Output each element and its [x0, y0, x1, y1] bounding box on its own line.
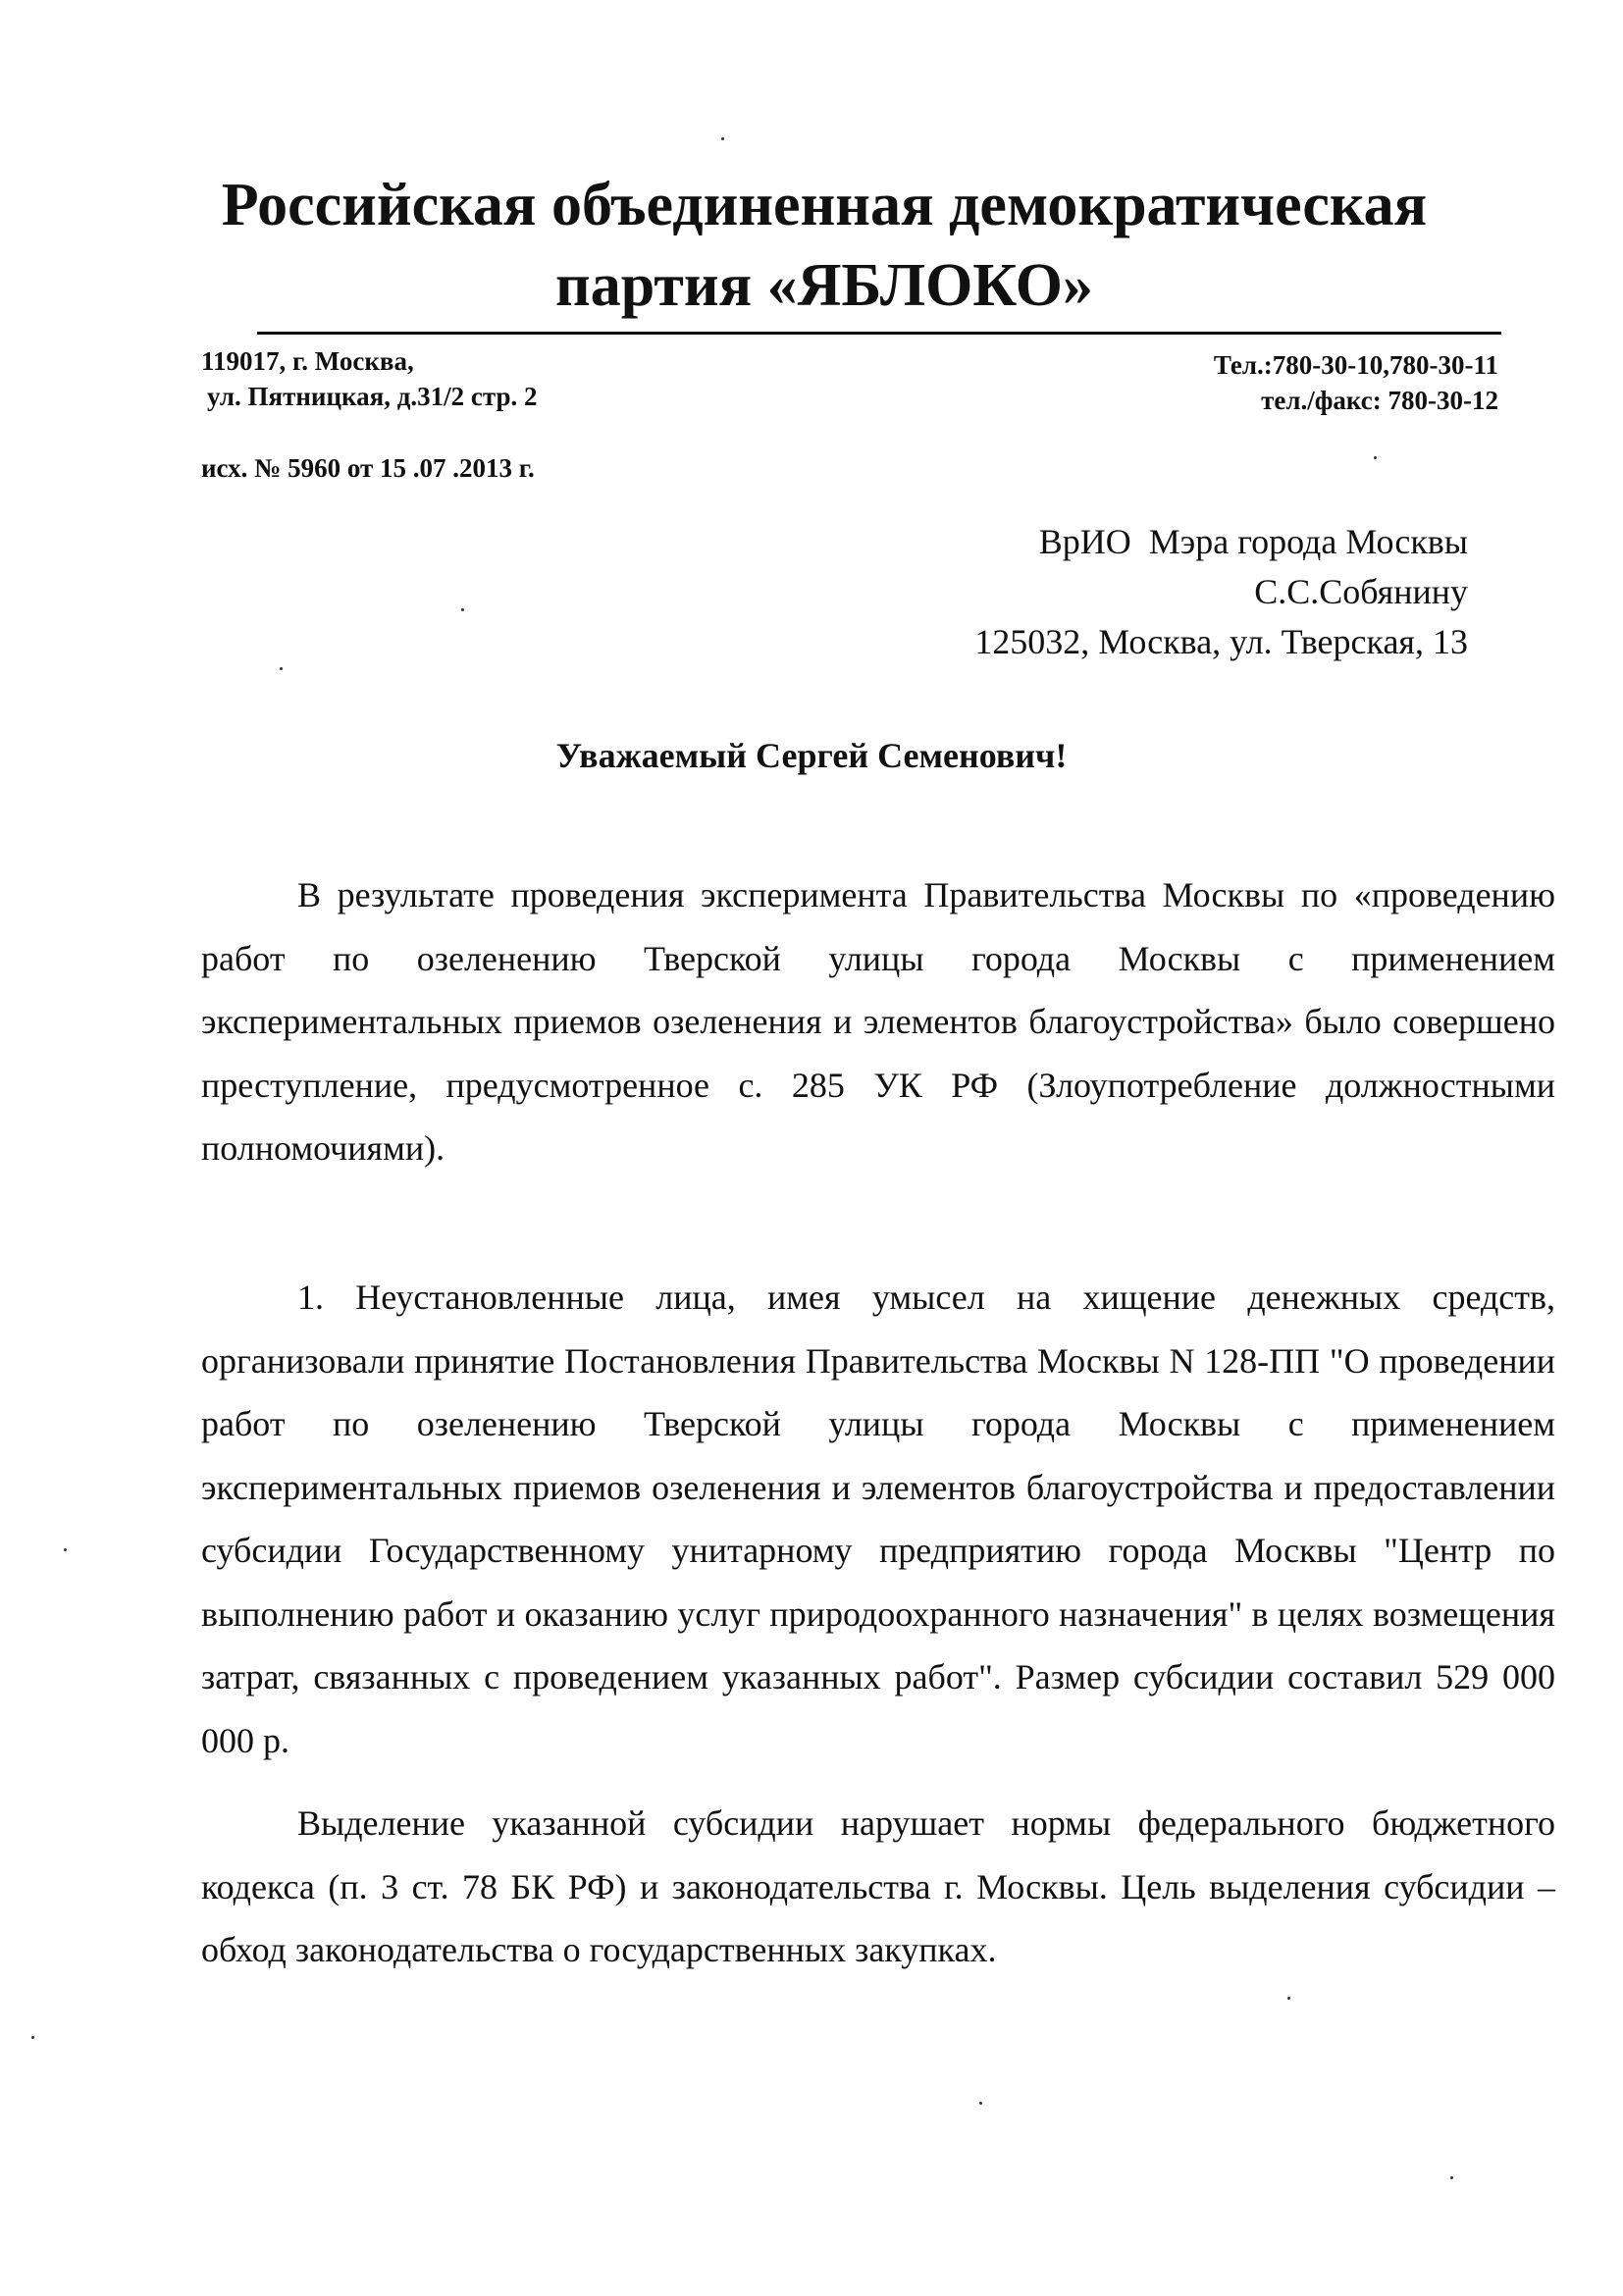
- body-paragraph-1: В результате проведения эксперимента Правительства Москвы по «проведению работ по озеленению Тверской улицы города Москвы с применением экспериментальных приемов озеленения и элементов благоустройства» было совершено преступление, предусмотренное с. 285 УК РФ (Злоупотребление должностными полномочиями).: [201, 875, 1555, 1168]
- scan-speck: [1287, 1997, 1290, 2000]
- sender-contacts: [1214, 347, 1498, 418]
- body-paragraph-2: 1. Неустановленные лица, имея умысел на хищение денежных средств, организовали принятие Постановления Правительства Москвы N 128-ПП "О проведении работ по озеленению Тверской улицы города Москвы с применением экспериментальных приемов озеленения и элементов благоустройства и предоставлении субсидии Государственному унитарному предприятию города Москвы "Центр по выполнению работ и оказанию услуг природоохранного назначения" в целях возмещения затрат, связанных с проведением указанных работ". Размер субсидии составил 529 000 000 р.: [201, 1278, 1555, 1760]
- salutation: Уважаемый Сергей Семенович!: [555, 736, 1068, 775]
- scan-speck: [461, 608, 464, 611]
- letterhead-title: [147, 165, 1501, 326]
- recipient-block: [974, 517, 1468, 667]
- scan-speck: [64, 1548, 67, 1551]
- scan-speck: [1374, 456, 1377, 459]
- party-name-line-1: Российская объединенная демократическая: [221, 172, 1428, 238]
- scan-speck: [280, 667, 283, 670]
- recipient-name: С.С.Собянину: [1254, 572, 1468, 611]
- scan-speck: [721, 137, 724, 140]
- sender-address: [201, 343, 538, 414]
- recipient-address: 125032, Москва, ул. Тверская, 13: [974, 622, 1468, 661]
- letterhead-divider: [257, 332, 1501, 335]
- sender-address-line-2: ул. Пятницкая, д.31/2 стр. 2: [207, 382, 538, 411]
- outgoing-reference: исх. № 5960 от 15 .07 .2013 г.: [201, 453, 535, 483]
- body-paragraph-3: Выделение указанной субсидии нарушает нормы федерального бюджетного кодекса (п. 3 ст. 78 БК РФ) и законодательства г. Москвы. Цель выделения субсидии – обход законодательства о государственных закупках.: [201, 1803, 1555, 1969]
- recipient-position: ВрИО Мэра города Москвы: [1038, 522, 1468, 561]
- scan-speck: [1450, 2176, 1453, 2179]
- sender-address-line-1: 119017, г. Москва,: [201, 346, 414, 376]
- sender-fax: тел./факс: 780-30-12: [1261, 386, 1498, 415]
- party-name-line-2: партия «ЯБЛОКО»: [555, 252, 1093, 319]
- scan-speck: [979, 2102, 982, 2105]
- scan-speck: [31, 2036, 34, 2039]
- sender-phone: Тел.:780-30-10,780-30-11: [1213, 350, 1498, 380]
